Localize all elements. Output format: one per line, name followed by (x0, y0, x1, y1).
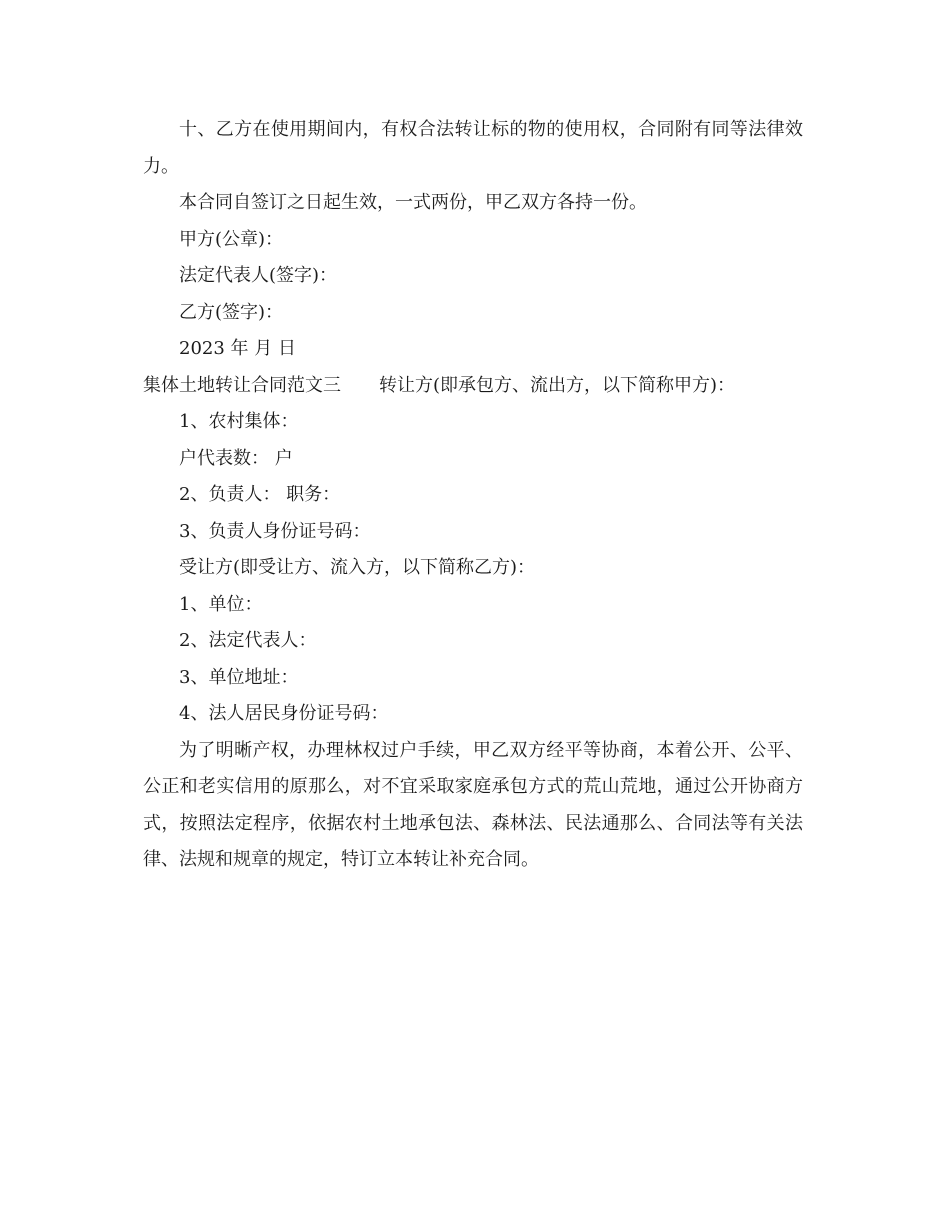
legal-representative: 2、法定代表人： (179, 630, 317, 651)
unit: 1、单位： (179, 593, 263, 615)
document-body (143, 112, 803, 879)
party-a-seal: 甲方(公章)： (179, 228, 284, 250)
rural-collective: 1、农村集体： (179, 411, 299, 432)
unit-address: 3、单位地址： (179, 666, 299, 688)
legal-rep-signature: 法定代表人(签字)： (179, 265, 338, 286)
transferee-label: 受让方(即受让方、流入方，以下简称乙方)： (179, 557, 536, 578)
household-count: 户代表数： 户 (179, 447, 293, 469)
responsible-person-id: 3、负责人身份证号码： (179, 520, 371, 542)
section-heading-line (143, 368, 803, 405)
effective-clause: 本合同自签订之日起生效，一式两份，甲乙双方各持一份。 (179, 192, 647, 213)
responsible-person: 2、负责人： 职务： (179, 484, 341, 505)
date-line: 2023 年 月 日 (179, 338, 296, 359)
party-b-signature: 乙方(签字)： (179, 301, 284, 323)
legal-person-id: 4、法人居民身份证号码： (179, 703, 389, 724)
preamble-paragraph: 为了明晰产权，办理林权过户手续，甲乙双方经平等协商，本着公开、公平、公正和老实信用的原那么，对不宜采取家庭承包方式的荒山荒地，通过公开协商方式，按照法定程序，依据农村土地承包法、森林法、民法通那么、合同法等有关法律、法规和规章的规定，特订立本转让补充合同。 (143, 739, 803, 870)
clause-ten: 十、乙方在使用期间内，有权合法转让标的物的使用权，合同附有同等法律效力。 (143, 119, 803, 177)
transferor-label: 转让方(即承包方、流出方，以下简称甲方)： (379, 374, 736, 396)
section-title: 集体土地转让合同范文三 (143, 374, 341, 396)
